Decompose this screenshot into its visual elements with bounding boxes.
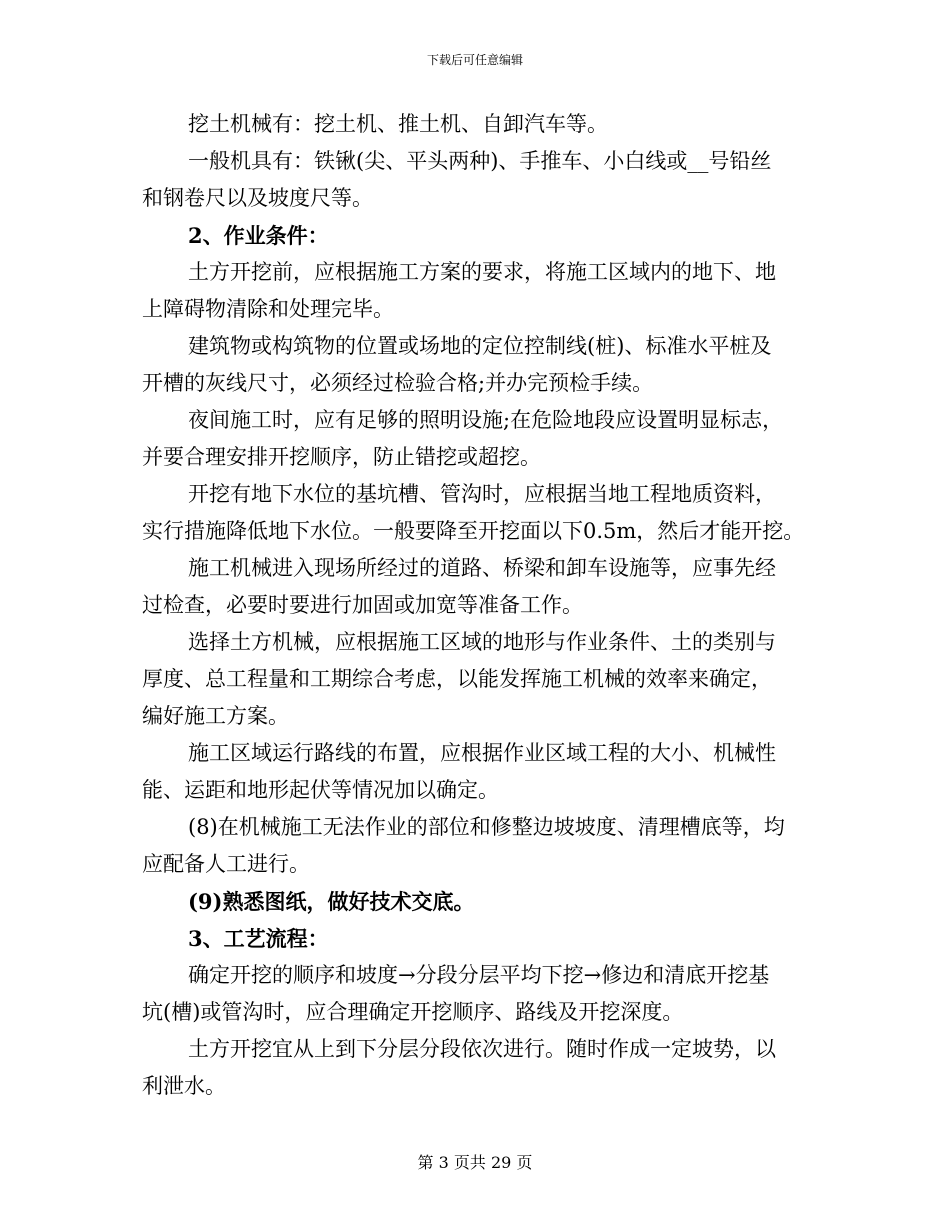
paragraph-line: 和钢卷尺以及坡度尺等。 (142, 186, 373, 210)
section-heading-line: 3、工艺流程： (188, 926, 329, 951)
paragraph-line: 坑(槽)或管沟时，应合理确定开挖顺序、路线及开挖深度。 (142, 1000, 684, 1024)
paragraph-line: 施工区域运行路线的布置，应根据作业区域工程的大小、机械性 (188, 741, 776, 765)
paragraph-line: 能、运距和地形起伏等情况加以确定。 (142, 778, 499, 802)
paragraph-line: 确定开挖的顺序和坡度→分段分层平均下挖→修边和清底开挖基 (188, 963, 770, 987)
paragraph-line: 挖土机械有：挖土机、推土机、自卸汽车等。 (188, 112, 608, 136)
paragraph-line: 一般机具有：铁锹(尖、平头两种)、手推车、小白线或__号铅丝 (188, 149, 772, 173)
paragraph-line: 上障碍物清除和处理完毕。 (142, 297, 394, 321)
page-header: 下载后可任意编辑 (426, 53, 523, 67)
section-heading-line: (9)熟悉图纸，做好技术交底。 (188, 889, 475, 914)
paragraph-line: 利泄水。 (142, 1074, 226, 1098)
paragraph-line: 土方开挖前，应根据施工方案的要求，将施工区域内的地下、地 (188, 260, 776, 284)
paragraph-line: 土方开挖宜从上到下分层分段依次进行。随时作成一定坡势，以 (188, 1037, 776, 1061)
paragraph-line: (8)在机械施工无法作业的部位和修整边坡坡度、清理槽底等，均 (188, 815, 785, 839)
paragraph-line: 开挖有地下水位的基坑槽、管沟时，应根据当地工程地质资料， (188, 482, 776, 506)
paragraph-line: 过检查，必要时要进行加固或加宽等准备工作。 (142, 593, 583, 617)
section-heading-line: 2、作业条件： (188, 223, 329, 248)
page-footer: 第 3 页共 29 页 (417, 1153, 533, 1172)
paragraph-line: 夜间施工时，应有足够的照明设施;在危险地段应设置明显标志， (188, 408, 784, 432)
paragraph-line: 建筑物或构筑物的位置或场地的定位控制线(桩)、标准水平桩及 (188, 334, 772, 358)
paragraph-line: 并要合理安排开挖顺序，防止错挖或超挖。 (142, 445, 541, 469)
paragraph-line: 应配备人工进行。 (142, 852, 310, 876)
paragraph-line: 选择土方机械，应根据施工区域的地形与作业条件、土的类别与 (188, 630, 776, 654)
paragraph-line: 编好施工方案。 (142, 704, 289, 728)
paragraph-line: 施工机械进入现场所经过的道路、桥梁和卸车设施等，应事先经 (188, 556, 776, 580)
paragraph-line: 厚度、总工程量和工期综合考虑，以能发挥施工机械的效率来确定， (142, 667, 772, 691)
paragraph-line: 开槽的灰线尺寸，必须经过检验合格;并办完预检手续。 (142, 371, 654, 395)
document-body (142, 106, 814, 1105)
paragraph-line: 实行措施降低地下水位。一般要降至开挖面以下0.5m，然后才能开挖。 (142, 519, 805, 543)
